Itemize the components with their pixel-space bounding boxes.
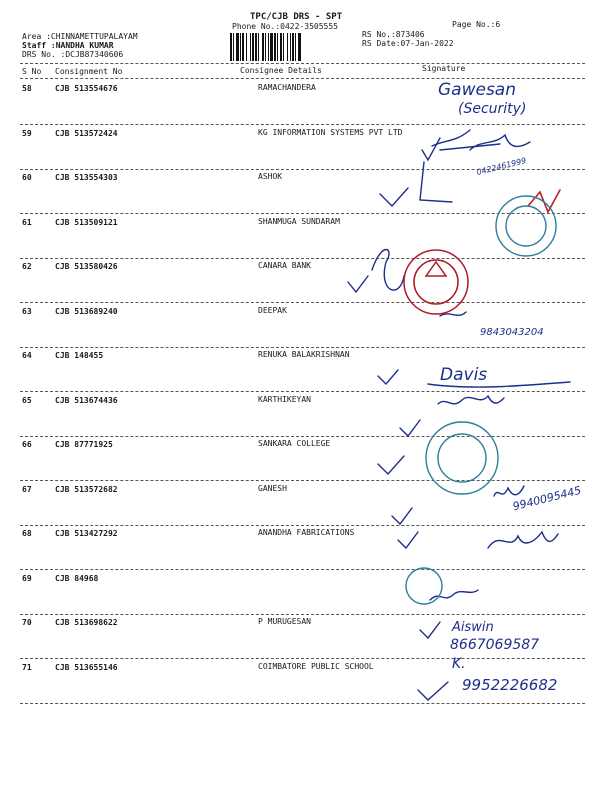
row-consignee: CANARA BANK	[258, 261, 311, 270]
col-consignee: Consignee Details	[240, 66, 322, 75]
phone-number: Phone No.:0422-3505555	[232, 22, 338, 31]
bracket-row-60	[420, 162, 452, 202]
tick-row-65	[400, 420, 420, 436]
tick-row-71	[418, 682, 448, 700]
row-consignee: GANESH	[258, 484, 287, 493]
row-consignment: CJB 148455	[55, 351, 104, 360]
rs-number: RS No.:873406	[362, 30, 425, 39]
signature-phone-60: 0422461999	[475, 155, 528, 178]
row-consignment: CJB 513509121	[55, 218, 118, 227]
row-consignee: COIMBATORE PUBLIC SCHOOL	[258, 662, 374, 671]
row-sno: 60	[22, 173, 32, 182]
row-sno: 62	[22, 262, 32, 271]
row-consignment: CJB 513674436	[55, 396, 118, 405]
row-consignee: RAMACHANDERA	[258, 83, 316, 92]
signature-row-59	[432, 130, 500, 150]
stamp-blue-top-inner	[506, 206, 546, 246]
row-sno: 64	[22, 351, 32, 360]
row-sno: 58	[22, 84, 32, 93]
row-consignee: SANKARA COLLEGE	[258, 439, 331, 448]
col-consignment: Consignment No	[55, 67, 123, 76]
signature-phone-71: 9952226682	[462, 676, 558, 694]
stamp-blue-school	[406, 568, 442, 604]
area-label: Area :CHINNAMETTUPALAYAM	[22, 32, 138, 41]
signature-gawesan: Gawesan	[438, 80, 517, 100]
signature-row-67	[494, 486, 524, 496]
signature-row-62	[372, 250, 404, 291]
tick-row-62	[348, 276, 368, 292]
row-consignment: CJB 84968	[55, 574, 99, 583]
row-consignment: CJB 87771925	[55, 440, 113, 449]
signature-security: (Security)	[458, 101, 527, 117]
signature-phone-67: 9940095445	[511, 483, 583, 514]
tick-row-59	[422, 138, 440, 160]
row-consignment: CJB 513554676	[55, 84, 118, 93]
tick-row-60	[380, 188, 408, 206]
signature-davis: Davis	[440, 365, 488, 385]
tick-row-66	[378, 456, 404, 474]
row-consignee: KARTHIKEYAN	[258, 395, 311, 404]
row-sno: 70	[22, 618, 32, 627]
stamp-red-inner	[414, 260, 458, 304]
row-sno: 69	[22, 574, 32, 583]
drs-number: DRS No. :DCJB87340606	[22, 50, 124, 59]
row-sno: 65	[22, 396, 32, 405]
row-sno: 61	[22, 218, 32, 227]
stamp-blue-top	[496, 196, 556, 256]
signature-row-60	[470, 135, 530, 150]
row-consignment: CJB 513554303	[55, 173, 118, 182]
stamp-blue-college	[426, 422, 498, 494]
signature-k-line: K.	[452, 656, 466, 672]
row-consignment: CJB 513655146	[55, 663, 118, 672]
document-title: TPC/CJB DRS - SPT	[250, 12, 343, 22]
row-consignment: CJB 513580426	[55, 262, 118, 271]
row-consignee: ASHOK	[258, 172, 283, 181]
signature-aiswin: Aiswin	[452, 620, 494, 635]
row-consignee: SHANMUGA SUNDARAM	[258, 217, 340, 226]
col-sno: S No	[22, 67, 42, 76]
row-consignment: CJB 513698622	[55, 618, 118, 627]
tick-row-67	[392, 508, 412, 524]
row-consignee: P MURUGESAN	[258, 617, 311, 626]
signature-phone-63: 9843043204	[480, 327, 544, 338]
staff-label: Staff :NANDHA KUMAR	[22, 41, 114, 50]
signature-row-65	[438, 396, 504, 404]
underline-row-64	[428, 382, 570, 387]
row-consignee: KG INFORMATION SYSTEMS PVT LTD	[258, 128, 403, 137]
rs-date: RS Date:07-Jan-2022	[362, 39, 454, 48]
row-sno: 67	[22, 485, 32, 494]
row-consignee: ANANDHA FABRICATIONS	[258, 528, 355, 537]
row-consignment: CJB 513572424	[55, 129, 118, 138]
col-signature: Signature	[422, 64, 466, 73]
tick-row-70	[420, 622, 440, 638]
row-consignment: CJB 513572682	[55, 485, 118, 494]
row-consignee: RENUKA BALAKRISHNAN	[258, 350, 350, 359]
row-consignment: CJB 513689240	[55, 307, 118, 316]
signature-row-68	[488, 532, 558, 548]
row-sno: 66	[22, 440, 32, 449]
signature-phone-70: 8667069587	[450, 637, 540, 653]
row-sno: 68	[22, 529, 32, 538]
tick-row-68	[398, 532, 418, 548]
row-consignee: DEEPAK	[258, 306, 287, 315]
stamp-red-emblem	[426, 262, 446, 276]
stamp-blue-college-inner	[438, 434, 486, 482]
row-sno: 59	[22, 129, 32, 138]
tick-row-64	[378, 370, 398, 384]
red-signature-row-60	[528, 190, 560, 212]
row-sno: 63	[22, 307, 32, 316]
row-sno: 71	[22, 663, 32, 672]
row-consignment: CJB 513427292	[55, 529, 118, 538]
page-number: Page No.:6	[452, 20, 501, 29]
